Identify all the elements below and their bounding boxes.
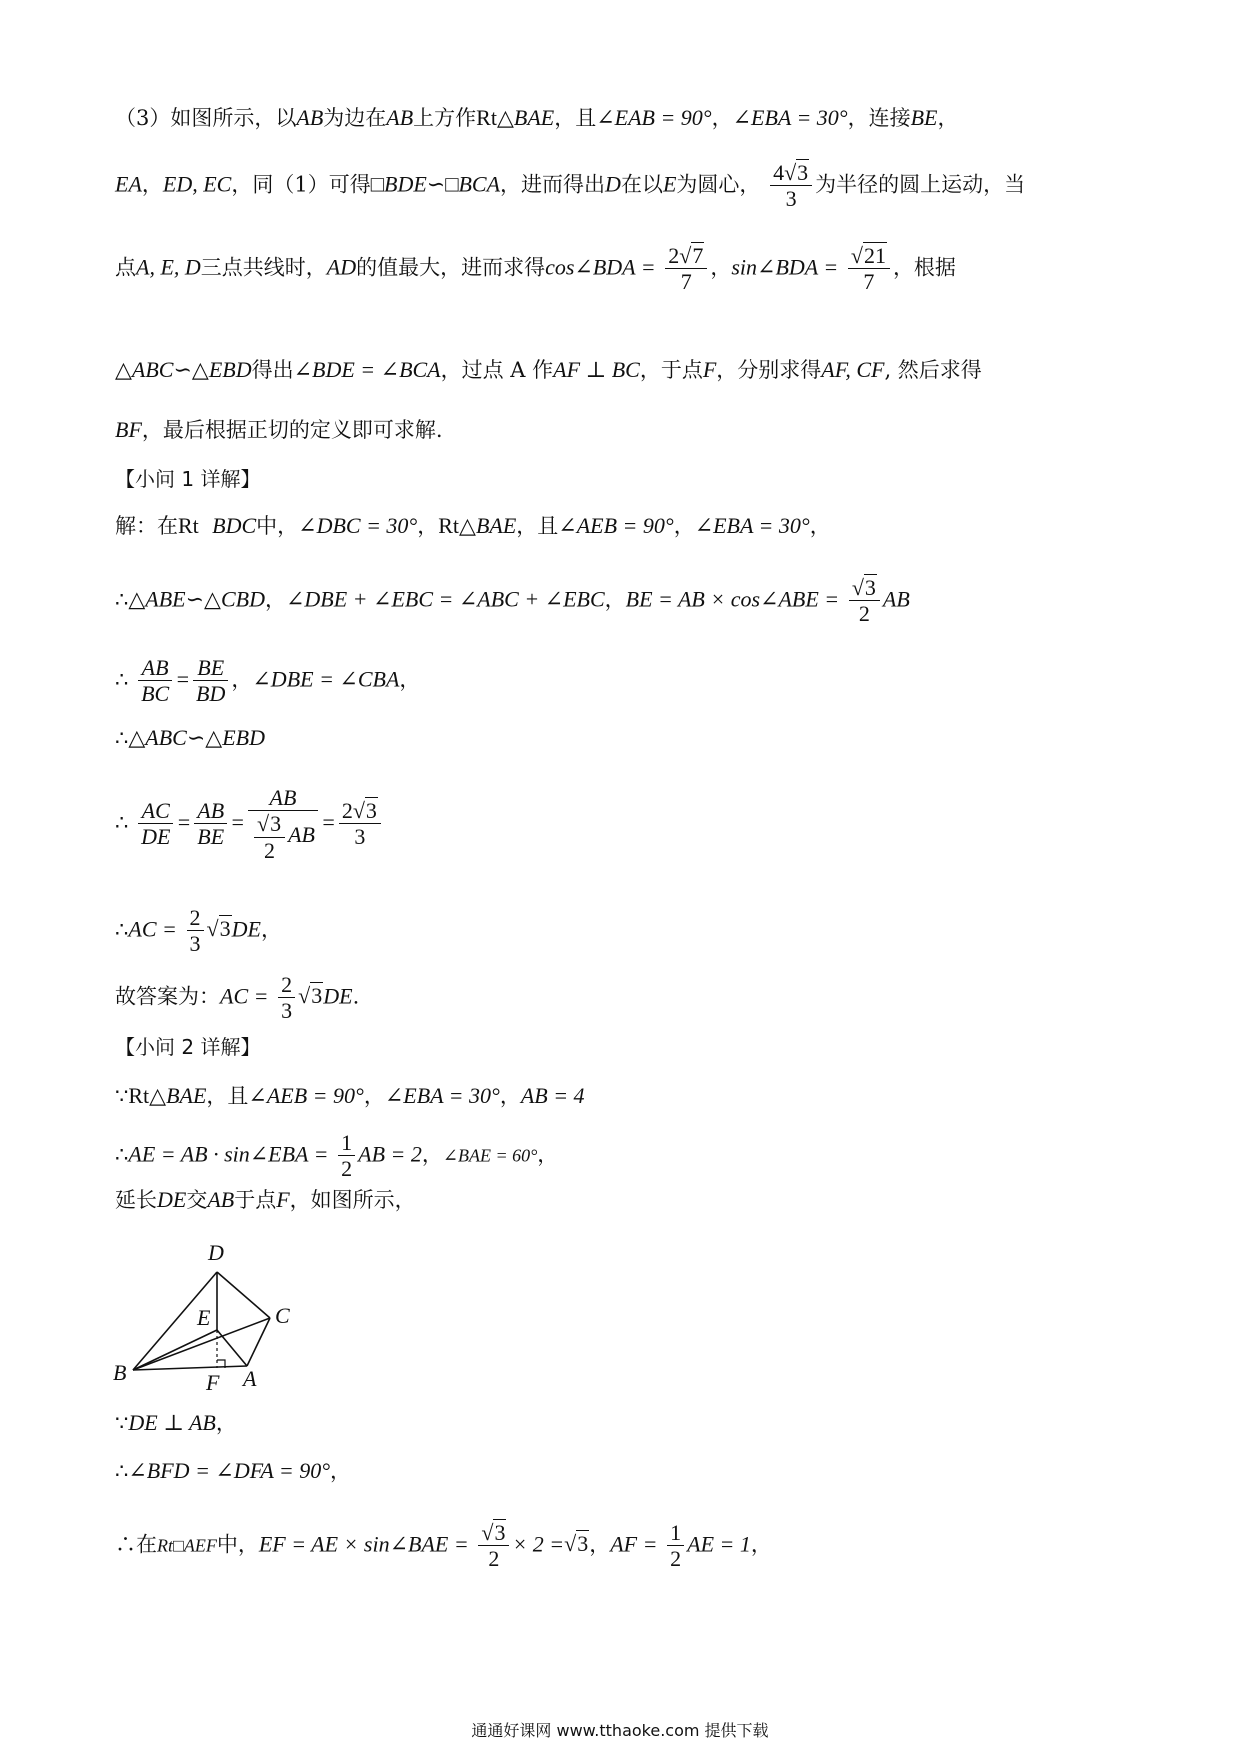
text-line-12: ∴AC = $\frac{2}{3}$ √3DE， xyxy=(115,905,282,957)
fraction-2root3-over-3: $\frac{2√3}{3}$ xyxy=(339,798,381,850)
text-line-4: △ABC∽△EBD得出∠BDE = ∠BCA，过点 A 作AF ⊥ BC，于点F，分别求得AF, CF, 然后求得 xyxy=(115,357,982,382)
text-line-19: ∴∠BFD = ∠DFA = 90°， xyxy=(115,1458,352,1483)
text-line-18: ∵DE ⊥ AB， xyxy=(115,1410,237,1435)
text-line-1: （3）如图所示，以AB为边在AB上方作Rt△BAE，且∠EAB = 90°，∠EBA = 30°，连接BE， xyxy=(115,105,959,130)
text-line-15: ∵Rt△BAE，且∠AEB = 90°，∠EBA = 30°，AB = 4 xyxy=(115,1083,585,1108)
fraction-2root7-over-7: $\frac{2√7}{7}$ xyxy=(665,243,707,295)
page-footer xyxy=(0,1718,1240,1741)
text-line-11: ∴ $\frac{AC}{DE}$ = $\frac{AB}{BE}$ = AB $\frac{√3}{2}$ AB = $\frac{2√3}{3}$ xyxy=(115,785,384,863)
text-line-3: 点A, E, D三点共线时，AD的值最大，进而求得cos∠BDA = $\frac{2√7}{7}$ ，sin∠BDA = $\frac{√21}{7}$ ，根据 xyxy=(115,243,956,295)
label-b: B xyxy=(113,1360,127,1385)
label-e: E xyxy=(197,1305,211,1330)
segment-dc xyxy=(217,1272,270,1318)
fraction-ab-over-root3-half-ab: AB $\frac{√3}{2}$ AB xyxy=(248,785,318,863)
text-line-7: 解：在Rt BDC中，∠DBC = 30°，Rt△BAE，且∠AEB = 90°，∠EBA = 30°， xyxy=(115,513,831,538)
fraction-root21-over-7: $\frac{√21}{7}$ xyxy=(848,243,890,295)
fraction-1-over-2-af: $\frac{1}{2}$ xyxy=(667,1520,684,1572)
fraction-be-over-bd: $\frac{BE}{BD}$ xyxy=(193,655,228,707)
fraction-2-over-3: $\frac{2}{3}$ xyxy=(187,905,204,957)
text-line-9: ∴ $\frac{AB}{BC}$ = $\frac{BE}{BD}$ ，∠DBE = ∠CBA， xyxy=(115,655,421,707)
label-c: C xyxy=(275,1303,290,1328)
section-header-1: 【小问 1 详解】 xyxy=(115,467,261,491)
label-d: D xyxy=(208,1240,224,1265)
fraction-ac-over-de: $\frac{AC}{DE}$ xyxy=(138,798,173,850)
geometry-diagram xyxy=(105,1230,325,1395)
text-line-20: ∴在Rt□AEF中，EF = AE × sin∠BAE = $\frac{√3}{2}$ × 2 =√3，AF = $\frac{1}{2}$ AE = 1， xyxy=(115,1520,772,1572)
fraction-1-over-2: $\frac{1}{2}$ xyxy=(338,1130,355,1182)
text-line-5: BF，最后根据正切的定义即可求解. xyxy=(115,417,443,442)
fraction-ab-over-be: $\frac{AB}{BE}$ xyxy=(194,798,227,850)
text-line-13: 故答案为：AC = $\frac{2}{3}$ √3DE. xyxy=(115,972,360,1024)
fraction-2-over-3-answer: $\frac{2}{3}$ xyxy=(278,972,295,1024)
geometry-figure xyxy=(105,1230,325,1395)
text-line-17: 延长DE交AB于点F，如图所示， xyxy=(115,1187,416,1212)
segment-be xyxy=(133,1330,217,1370)
fraction-ab-over-bc: $\frac{AB}{BC}$ xyxy=(138,655,172,707)
fraction-root3-over-2-ef: $\frac{√3}{2}$ xyxy=(478,1520,509,1572)
text-line-2: EA，ED, EC，同（1）可得□BDE∽□BCA，进而得出D在以E为圆心， $\frac{4√3}{3}$ 为半径的圆上运动，当 xyxy=(115,160,1026,212)
label-f: F xyxy=(206,1370,220,1395)
text-line-10: ∴△ABC∽△EBD xyxy=(115,725,265,750)
text-line-8: ∴△ABE∽△CBD，∠DBE + ∠EBC = ∠ABC + ∠EBC，BE = AB × cos∠ABE = $\frac{√3}{2}$ AB xyxy=(115,575,910,627)
footer-text: 通通好课网 www.tthaoke.com 提供下载 xyxy=(471,1721,769,1740)
fraction-4root3-over-3: $\frac{4√3}{3}$ xyxy=(770,160,812,212)
label-a: A xyxy=(243,1366,257,1391)
section-header-2: 【小问 2 详解】 xyxy=(115,1035,261,1059)
fraction-root3-over-2: $\frac{√3}{2}$ xyxy=(849,575,880,627)
segment-ba xyxy=(133,1366,247,1370)
text-line-16: ∴AE = AB · sin∠EBA = $\frac{1}{2}$ AB = 2，∠BAE = 60°， xyxy=(115,1130,559,1182)
